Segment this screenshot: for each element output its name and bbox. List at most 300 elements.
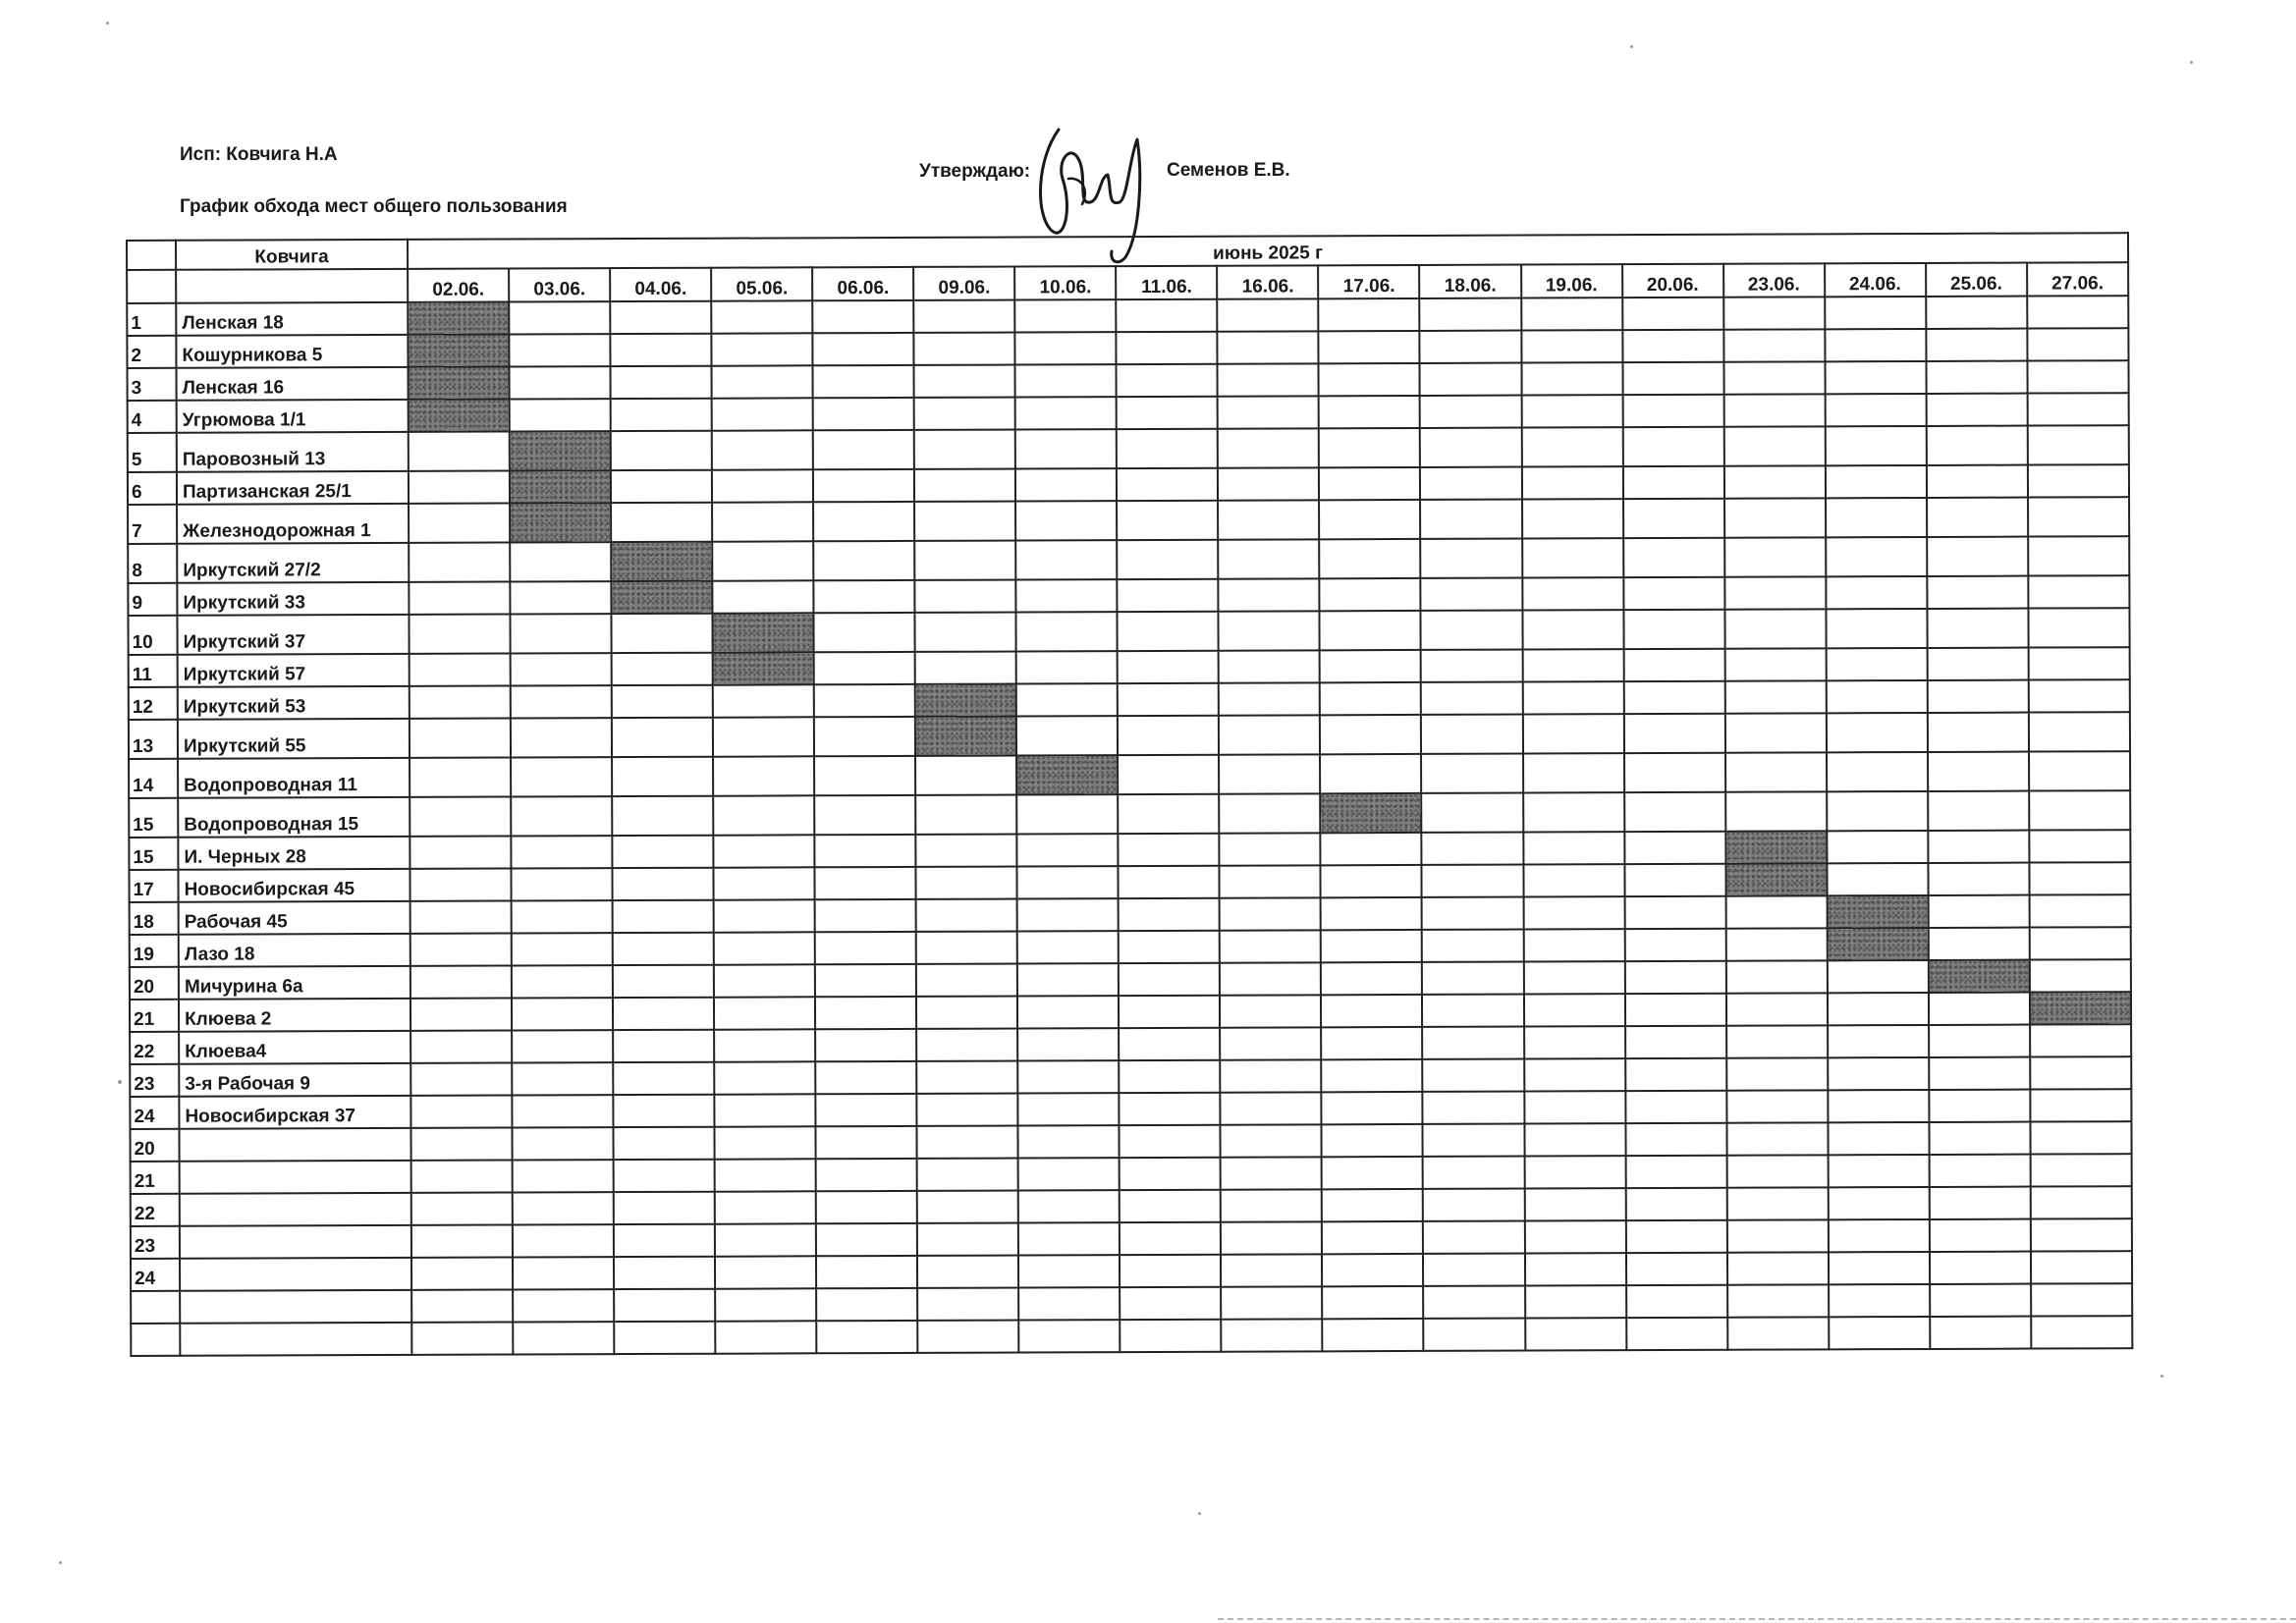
schedule-cell — [613, 965, 714, 998]
schedule-cell — [713, 684, 814, 717]
schedule-cell — [1522, 499, 1623, 538]
schedule-cell — [1523, 961, 1624, 994]
schedule-cell — [814, 580, 915, 613]
schedule-cell — [913, 300, 1014, 333]
schedule-cell — [1929, 1122, 2030, 1155]
schedule-cell — [1625, 1188, 1726, 1220]
schedule-cell — [713, 756, 814, 795]
row-number: 7 — [128, 505, 177, 544]
header-blank-number — [127, 270, 176, 303]
date-header-23-06: 23.06. — [1723, 263, 1825, 297]
scheduled-visit-cell — [1321, 793, 1422, 833]
schedule-cell — [1929, 1155, 2030, 1187]
schedule-cell — [816, 1126, 917, 1159]
schedule-cell — [2028, 464, 2129, 497]
scan-speck — [2190, 61, 2193, 64]
document-title: График обхода мест общего пользования — [180, 196, 568, 217]
schedule-cell — [1523, 896, 1624, 929]
schedule-cell — [1320, 578, 1421, 611]
schedule-cell — [1725, 895, 1827, 928]
schedule-cell — [1524, 1123, 1625, 1156]
schedule-cell — [1828, 1025, 1929, 1057]
schedule-cell — [1221, 1286, 1322, 1319]
schedule-cell — [1525, 1318, 1626, 1350]
schedule-cell — [513, 1289, 614, 1322]
schedule-cell — [1423, 1092, 1524, 1124]
schedule-cell — [1322, 1027, 1423, 1059]
schedule-cell — [1726, 1155, 1828, 1187]
schedule-cell — [511, 685, 612, 718]
schedule-cell — [1727, 1284, 1829, 1317]
schedule-cell — [1422, 897, 1523, 930]
schedule-cell — [1321, 833, 1422, 865]
schedule-cell — [1622, 395, 1723, 427]
row-address: Ленская 16 — [177, 367, 409, 401]
schedule-cell — [513, 1257, 614, 1289]
schedule-cell — [2027, 425, 2128, 464]
schedule-cell — [1221, 1124, 1322, 1157]
schedule-cell — [2027, 328, 2128, 360]
schedule-cell — [1927, 537, 2028, 576]
schedule-cell — [1623, 538, 1724, 577]
schedule-cell — [1829, 1284, 1930, 1317]
schedule-cell — [1829, 1219, 1930, 1252]
schedule-cell — [2028, 536, 2129, 575]
schedule-cell — [1319, 331, 1420, 363]
schedule-cell — [410, 868, 511, 900]
schedule-cell — [1420, 396, 1521, 428]
schedule-cell — [1219, 578, 1320, 611]
row-number: 9 — [128, 583, 177, 616]
schedule-cell — [613, 998, 714, 1030]
schedule-cell — [1118, 540, 1219, 579]
schedule-cell — [1828, 1122, 1929, 1155]
row-number: 24 — [130, 1097, 179, 1129]
schedule-cell — [1118, 755, 1219, 794]
schedule-cell — [1623, 681, 1724, 714]
schedule-cell — [1525, 1285, 1626, 1318]
row-number: 19 — [130, 935, 179, 967]
schedule-cell — [715, 1256, 816, 1288]
schedule-cell — [512, 965, 613, 998]
schedule-cell — [2029, 862, 2130, 894]
schedule-cell — [916, 932, 1017, 964]
schedule-cell — [1523, 929, 1624, 961]
schedule-cell — [1018, 1255, 1120, 1287]
schedule-cell — [1422, 962, 1523, 995]
schedule-cell — [1930, 1317, 2031, 1349]
row-address: Новосибирская 37 — [179, 1096, 410, 1129]
schedule-cell — [2030, 1024, 2131, 1056]
row-number: 11 — [129, 655, 178, 687]
schedule-cell — [815, 835, 916, 867]
schedule-cell — [409, 581, 510, 614]
schedule-cell — [914, 469, 1015, 502]
schedule-cell — [1018, 1125, 1120, 1158]
date-header-27-06: 27.06. — [2027, 262, 2128, 296]
schedule-cell — [1421, 715, 1522, 754]
schedule-cell — [1119, 963, 1220, 996]
schedule-cell — [816, 1288, 917, 1321]
schedule-cell — [1420, 500, 1521, 539]
schedule-cell — [409, 543, 510, 582]
schedule-cell — [1118, 612, 1219, 651]
schedule-cell — [1423, 1221, 1524, 1254]
schedule-cell — [2030, 1121, 2131, 1154]
row-address: Иркутский 33 — [177, 582, 409, 616]
row-address: Водопроводная 11 — [178, 758, 410, 798]
schedule-cell — [1320, 715, 1421, 754]
schedule-cell — [815, 899, 916, 932]
schedule-cell — [712, 580, 813, 613]
schedule-cell — [1421, 650, 1522, 682]
scan-speck — [59, 1561, 62, 1564]
schedule-cell — [409, 432, 510, 471]
schedule-cell — [614, 1289, 715, 1322]
date-header-05-06: 05.06. — [711, 267, 812, 300]
schedule-cell — [1420, 467, 1521, 500]
schedule-cell — [1218, 500, 1319, 539]
schedule-cell — [2031, 1218, 2132, 1251]
schedule-cell — [813, 502, 914, 541]
schedule-cell — [917, 1321, 1018, 1353]
schedule-cell — [1928, 863, 2029, 895]
schedule-cell — [1117, 397, 1218, 429]
schedule-cell — [1420, 428, 1521, 467]
schedule-cell — [1828, 1057, 1929, 1090]
row-number: 21 — [131, 1162, 180, 1194]
schedule-cell — [915, 652, 1016, 684]
schedule-cell — [813, 333, 914, 365]
schedule-cell — [1119, 794, 1220, 834]
schedule-table — [126, 232, 2133, 1357]
row-address: Иркутский 53 — [178, 686, 410, 720]
schedule-cell — [1726, 1057, 1828, 1090]
schedule-cell — [1624, 753, 1725, 792]
schedule-cell — [1724, 465, 1826, 498]
scheduled-visit-cell — [1827, 928, 1928, 960]
schedule-cell — [1725, 791, 1827, 831]
row-number: 23 — [130, 1064, 179, 1097]
schedule-cell — [715, 1223, 816, 1256]
schedule-cell — [411, 1192, 513, 1224]
row-address: Лазо 18 — [179, 934, 410, 967]
schedule-cell — [816, 1223, 917, 1256]
schedule-cell — [509, 301, 610, 334]
row-address: Ленская 18 — [176, 302, 408, 336]
schedule-cell — [916, 1029, 1017, 1061]
schedule-cell — [1624, 864, 1725, 896]
schedule-cell — [1827, 863, 1928, 895]
schedule-cell — [614, 1257, 715, 1289]
schedule-cell — [1623, 577, 1724, 610]
row-number: 15 — [129, 838, 178, 870]
scheduled-visit-cell — [611, 581, 712, 614]
schedule-cell — [1827, 713, 1928, 752]
schedule-cell — [1826, 680, 1927, 713]
schedule-cell — [711, 300, 812, 333]
schedule-cell — [1829, 1317, 1930, 1349]
schedule-cell — [816, 1191, 917, 1223]
schedule-cell — [1323, 1286, 1424, 1319]
schedule-cell — [1018, 1190, 1120, 1222]
schedule-cell — [917, 1256, 1018, 1288]
schedule-cell — [511, 653, 612, 685]
scheduled-visit-cell — [409, 400, 510, 432]
row-number: 20 — [130, 967, 179, 1000]
schedule-cell — [1524, 1156, 1625, 1188]
schedule-cell — [1927, 498, 2028, 537]
schedule-cell — [612, 757, 713, 796]
schedule-cell — [1724, 537, 1826, 576]
schedule-cell — [2028, 497, 2129, 536]
schedule-cell — [1724, 609, 1826, 648]
row-number: 20 — [130, 1129, 179, 1162]
schedule-cell — [1422, 995, 1523, 1027]
schedule-cell — [816, 1256, 917, 1288]
schedule-cell — [816, 1159, 917, 1191]
schedule-cell — [1117, 501, 1218, 540]
row-number: 24 — [131, 1259, 180, 1291]
schedule-cell — [1017, 996, 1119, 1028]
schedule-cell — [917, 1223, 1018, 1256]
schedule-cell — [1926, 426, 2027, 465]
schedule-cell — [814, 684, 915, 717]
schedule-cell — [1016, 579, 1118, 612]
scan-speck — [118, 1080, 122, 1084]
schedule-cell — [2031, 1251, 2132, 1283]
schedule-cell — [1219, 611, 1320, 650]
scheduled-visit-cell — [915, 717, 1016, 756]
schedule-cell — [511, 757, 612, 796]
schedule-cell — [1625, 994, 1726, 1026]
schedule-cell — [1323, 1319, 1424, 1351]
schedule-cell — [1825, 426, 1926, 465]
schedule-cell — [1117, 364, 1218, 397]
schedule-cell — [1322, 1059, 1423, 1092]
schedule-cell — [1826, 498, 1927, 537]
schedule-cell — [1017, 898, 1119, 931]
schedule-cell — [1015, 468, 1117, 501]
scheduled-visit-cell — [408, 302, 509, 335]
schedule-cell — [410, 757, 511, 796]
row-address: И. Черных 28 — [178, 837, 410, 870]
scheduled-visit-cell — [1929, 960, 2030, 993]
schedule-cell — [1826, 648, 1927, 680]
schedule-cell — [1523, 832, 1624, 864]
schedule-cell — [1218, 298, 1319, 331]
header-month-cell: июнь 2025 г — [408, 233, 2128, 269]
schedule-cell — [815, 932, 916, 964]
schedule-cell — [1420, 363, 1521, 396]
schedule-cell — [814, 652, 915, 684]
schedule-cell — [410, 933, 512, 965]
schedule-cell — [1724, 648, 1826, 680]
schedule-cell — [1218, 467, 1319, 500]
schedule-cell — [1828, 1090, 1929, 1122]
schedule-cell — [411, 1289, 513, 1322]
schedule-cell — [1015, 299, 1117, 332]
schedule-cell — [613, 900, 714, 933]
schedule-cell — [1826, 576, 1927, 609]
schedule-cell — [1521, 427, 1622, 466]
row-number — [131, 1324, 180, 1356]
schedule-cell — [410, 836, 511, 868]
schedule-cell — [714, 997, 815, 1029]
schedule-cell — [814, 717, 915, 756]
schedule-cell — [1322, 1157, 1423, 1189]
schedule-cell — [1321, 962, 1422, 995]
schedule-cell — [614, 1127, 715, 1160]
schedule-cell — [1725, 960, 1827, 993]
schedule-cell — [1622, 298, 1723, 330]
schedule-cell — [1015, 332, 1117, 364]
schedule-cell — [813, 430, 914, 469]
schedule-cell — [714, 964, 815, 997]
schedule-cell — [1521, 330, 1622, 362]
schedule-cell — [511, 796, 612, 836]
schedule-cell — [715, 1288, 816, 1321]
schedule-cell — [712, 398, 813, 430]
header-blank-address — [176, 269, 408, 303]
schedule-cell — [1219, 539, 1320, 578]
schedule-cell — [410, 796, 511, 836]
schedule-cell — [411, 1257, 513, 1289]
executor-label: Исп: Ковчига Н.А — [180, 144, 338, 165]
row-number: 2 — [127, 336, 176, 368]
schedule-cell — [1825, 394, 1926, 426]
row-number: 21 — [130, 1000, 179, 1032]
schedule-cell — [1119, 931, 1220, 963]
schedule-cell — [610, 301, 711, 334]
schedule-cell — [1626, 1285, 1727, 1318]
row-address: Иркутский 37 — [177, 615, 409, 655]
scan-speck — [1630, 45, 1633, 48]
row-address: Клюева 2 — [179, 999, 410, 1032]
schedule-cell — [713, 717, 814, 756]
schedule-cell — [1623, 499, 1724, 538]
schedule-cell — [1320, 682, 1421, 715]
schedule-cell — [1624, 961, 1725, 994]
schedule-cell — [1017, 931, 1119, 963]
scheduled-visit-cell — [915, 684, 1016, 717]
schedule-cell — [1926, 329, 2027, 361]
schedule-cell — [916, 964, 1017, 997]
schedule-cell — [1622, 362, 1723, 395]
schedule-cell — [512, 868, 613, 900]
schedule-cell — [715, 1126, 816, 1159]
row-address: Новосибирская 45 — [178, 869, 410, 902]
schedule-cell — [1926, 361, 2027, 394]
schedule-cell — [1423, 1027, 1524, 1059]
schedule-cell — [1119, 866, 1220, 898]
schedule-cell — [1522, 649, 1623, 681]
schedule-cell — [410, 1095, 512, 1127]
schedule-cell — [916, 997, 1017, 1029]
schedule-cell — [1120, 1125, 1221, 1158]
schedule-cell — [1928, 895, 2029, 928]
schedule-cell — [1522, 577, 1623, 610]
schedule-cell — [1322, 1221, 1423, 1254]
schedule-cell — [1726, 1090, 1828, 1122]
schedule-cell — [1220, 962, 1321, 995]
row-address — [180, 1290, 411, 1324]
schedule-cell — [1320, 754, 1421, 793]
scheduled-visit-cell — [510, 470, 611, 503]
date-header-24-06: 24.06. — [1825, 263, 1926, 297]
schedule-cell — [1016, 716, 1118, 755]
schedule-cell — [1319, 363, 1420, 396]
scan-speck — [1198, 1512, 1201, 1515]
table-row — [131, 1316, 2132, 1356]
schedule-cell — [916, 867, 1017, 899]
schedule-cell — [712, 469, 813, 502]
schedule-cell — [510, 542, 611, 581]
schedule-cell — [1726, 1122, 1828, 1155]
schedule-cell — [1930, 1284, 2031, 1317]
schedule-cell — [1421, 754, 1522, 793]
row-number: 18 — [130, 902, 179, 935]
schedule-cell — [510, 399, 611, 431]
schedule-cell — [1319, 467, 1420, 500]
row-number: 13 — [129, 720, 178, 759]
schedule-cell — [1421, 682, 1522, 715]
row-address: Угрюмова 1/1 — [177, 400, 409, 433]
schedule-cell — [1523, 864, 1624, 896]
row-address — [180, 1225, 411, 1259]
scan-speck — [2160, 1375, 2163, 1378]
schedule-cell — [1522, 538, 1623, 577]
date-header-25-06: 25.06. — [1926, 263, 2027, 297]
schedule-cell — [2030, 1089, 2131, 1121]
schedule-cell — [1524, 1058, 1625, 1091]
scheduled-visit-cell — [713, 613, 814, 652]
schedule-cell — [1521, 362, 1622, 395]
schedule-cell — [1319, 298, 1420, 331]
row-number: 23 — [131, 1226, 180, 1259]
schedule-cell — [712, 502, 813, 541]
schedule-cell — [1118, 651, 1219, 683]
schedule-cell — [712, 365, 813, 398]
row-address — [180, 1193, 411, 1226]
schedule-cell — [1218, 428, 1319, 467]
schedule-cell — [1927, 609, 2028, 648]
schedule-cell — [1727, 1252, 1829, 1284]
schedule-cell — [512, 1030, 613, 1062]
schedule-cell — [511, 718, 612, 757]
schedule-cell — [1929, 1025, 2030, 1057]
row-number: 3 — [128, 368, 177, 401]
schedule-cell — [2028, 679, 2129, 712]
schedule-cell — [813, 541, 914, 580]
schedule-cell — [1422, 833, 1523, 865]
schedule-cell — [1322, 1189, 1423, 1221]
schedule-cell — [1825, 329, 1926, 361]
schedule-cell — [611, 503, 712, 542]
row-number: 10 — [128, 616, 177, 655]
scheduled-visit-cell — [510, 431, 611, 470]
schedule-cell — [1219, 650, 1320, 682]
schedule-cell — [513, 1127, 614, 1160]
schedule-cell — [1319, 428, 1420, 467]
schedule-cell — [1623, 649, 1724, 681]
schedule-cell — [915, 756, 1016, 795]
schedule-cell — [2028, 608, 2129, 647]
schedule-cell — [612, 836, 713, 868]
schedule-cell — [613, 933, 714, 965]
schedule-cell — [1221, 1254, 1322, 1286]
schedule-cell — [1929, 993, 2030, 1025]
